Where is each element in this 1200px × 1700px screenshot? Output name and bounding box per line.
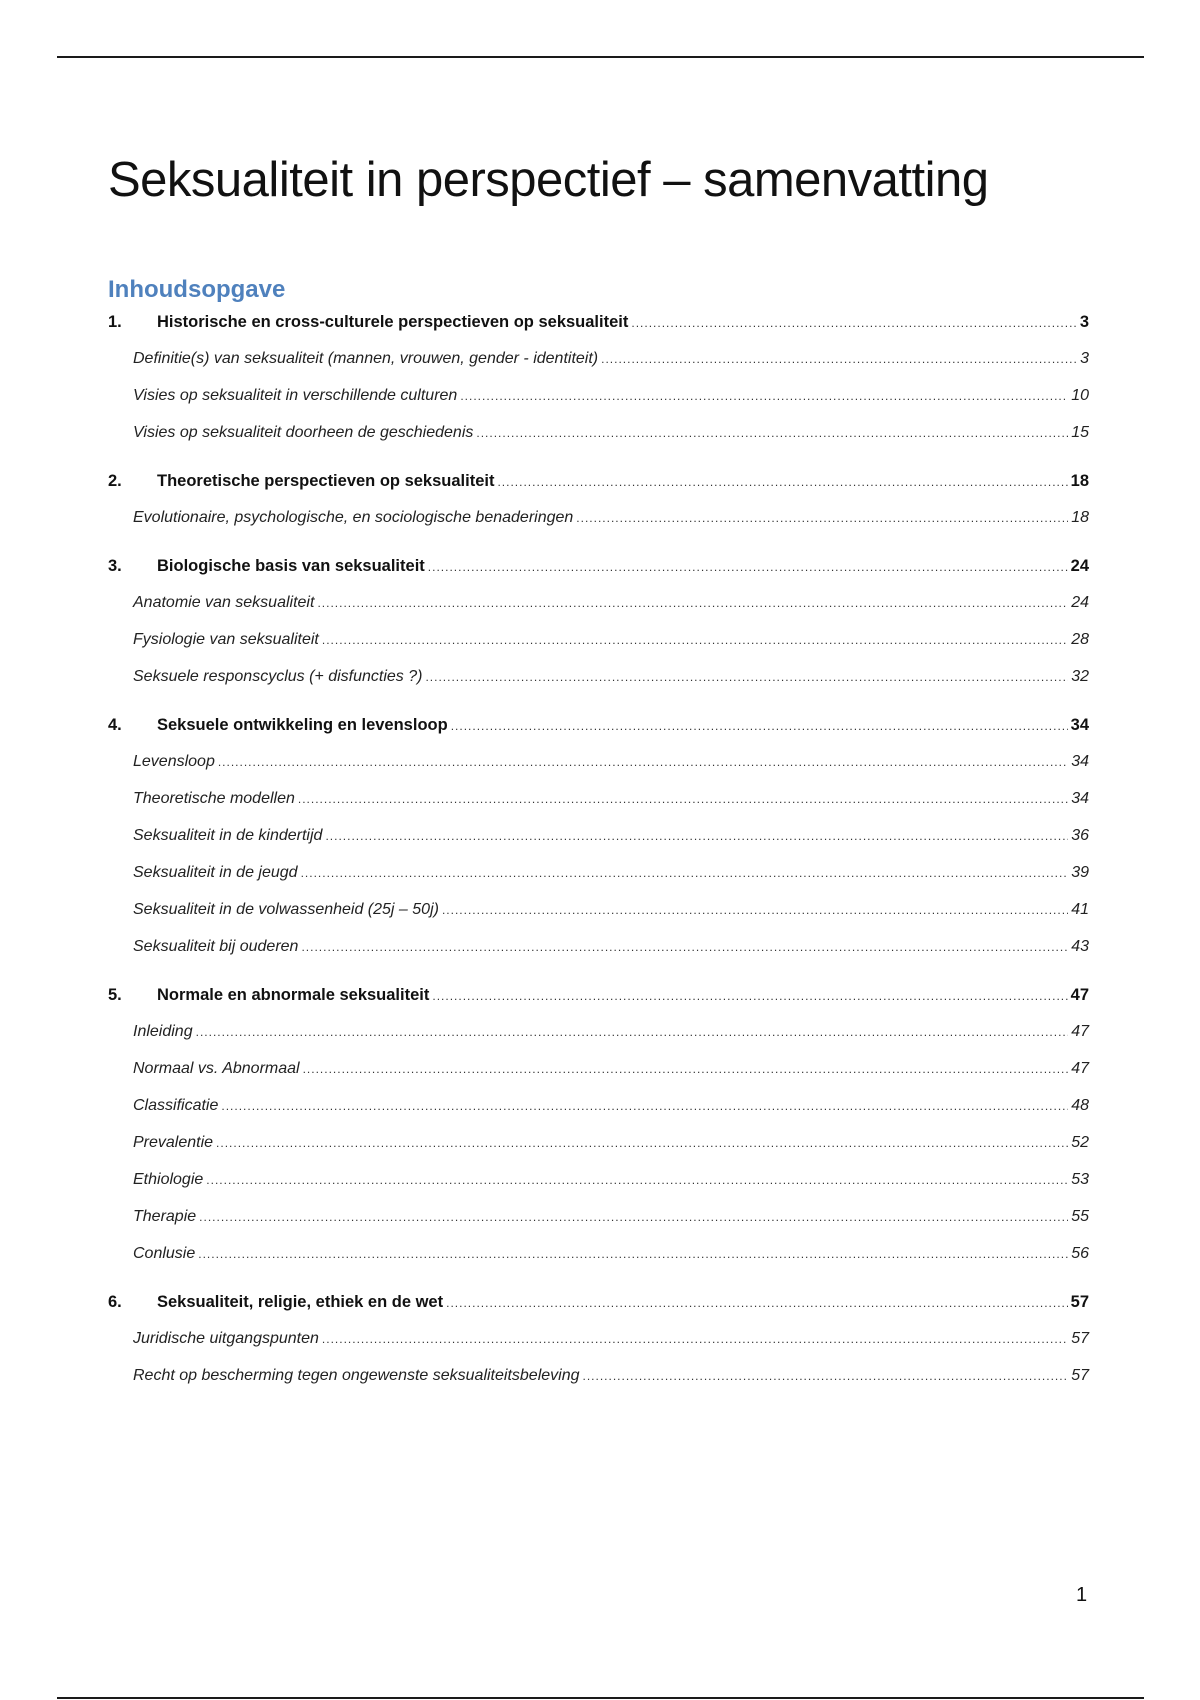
toc-section-title: Seksualiteit in de volwassenheid (25j – 50j)	[133, 901, 439, 918]
toc-dot-leader	[216, 1130, 1068, 1156]
toc-chapter-row[interactable]	[108, 1289, 1089, 1315]
toc-section-row[interactable]	[108, 860, 1089, 886]
toc-section-title: Recht op bescherming tegen ongewenste seksualiteitsbeleving	[133, 1367, 580, 1384]
toc-section-row[interactable]	[108, 383, 1089, 409]
toc-dot-leader	[206, 1167, 1068, 1193]
toc-section-row[interactable]	[108, 505, 1089, 531]
toc-page-number: 34	[1071, 753, 1089, 770]
toc-section-row[interactable]	[108, 420, 1089, 446]
toc-section-row[interactable]	[108, 934, 1089, 960]
toc-chapter-number: 3.	[108, 557, 122, 575]
toc-dot-leader	[497, 469, 1067, 495]
toc-section-title: Theoretische modellen	[133, 790, 295, 807]
toc-page-number: 56	[1071, 1245, 1089, 1262]
toc-section-row[interactable]	[108, 823, 1089, 849]
toc-dot-leader	[198, 1241, 1068, 1267]
toc-section-title: Therapie	[133, 1208, 197, 1225]
toc-chapter-number: 6.	[108, 1293, 122, 1311]
toc-chapter-row[interactable]	[108, 712, 1089, 738]
toc-chapter-row[interactable]	[108, 309, 1089, 335]
toc-dot-leader	[476, 420, 1068, 446]
toc-dot-leader	[298, 786, 1068, 812]
toc-chapter-number: 2.	[108, 472, 122, 490]
toc-chapter-title: Normale en abnormale seksualiteit	[157, 986, 430, 1004]
toc-page-number: 48	[1071, 1097, 1089, 1114]
toc-chapter-title: Theoretische perspectieven op seksualiteit	[157, 472, 495, 490]
toc-section-row[interactable]	[108, 627, 1089, 653]
toc-dot-leader	[446, 1290, 1068, 1316]
toc-page-number: 28	[1071, 631, 1089, 648]
toc-dot-leader	[221, 1093, 1068, 1119]
toc-section-title: Ethiologie	[133, 1171, 204, 1188]
toc-dot-leader	[432, 983, 1067, 1009]
toc-dot-leader	[317, 590, 1068, 616]
toc-dot-leader	[460, 383, 1068, 409]
toc-section-row[interactable]	[108, 1326, 1089, 1352]
toc-section-row[interactable]	[108, 664, 1089, 690]
toc-page-number: 53	[1071, 1171, 1089, 1188]
toc-section-row[interactable]	[108, 897, 1089, 923]
toc-section-row[interactable]	[108, 1167, 1089, 1193]
toc-section-title: Visies op seksualiteit doorheen de geschiedenis	[133, 424, 474, 441]
toc-page-number: 57	[1071, 1330, 1089, 1347]
toc-page-number: 18	[1071, 509, 1089, 526]
toc-page-number: 55	[1071, 1208, 1089, 1225]
toc-page-number: 24	[1070, 557, 1089, 575]
toc-page-number: 47	[1070, 986, 1089, 1004]
header-rule	[57, 56, 1144, 58]
document-title: Seksualiteit in perspectief – samenvatting	[108, 153, 989, 207]
toc-chapter-row[interactable]	[108, 468, 1089, 494]
toc-dot-leader	[583, 1363, 1069, 1389]
toc-page-number: 24	[1071, 594, 1089, 611]
toc-chapter-title: Biologische basis van seksualiteit	[157, 557, 425, 575]
toc-page-number: 47	[1071, 1060, 1089, 1077]
toc-chapter-title: Historische en cross-culturele perspectieven op seksualiteit	[157, 313, 629, 331]
toc-section-title: Levensloop	[133, 753, 215, 770]
toc-section-title: Definitie(s) van seksualiteit (mannen, vrouwen, gender - identiteit)	[133, 350, 599, 367]
toc-section-row[interactable]	[108, 590, 1089, 616]
toc-section-row[interactable]	[108, 786, 1089, 812]
toc-page-number: 57	[1070, 1293, 1089, 1311]
toc-section-title: Seksualiteit in de kindertijd	[133, 827, 323, 844]
toc-section-row[interactable]	[108, 749, 1089, 775]
toc-section-title: Seksualiteit in de jeugd	[133, 864, 298, 881]
toc-page-number: 3	[1079, 313, 1089, 331]
toc-page-number: 41	[1071, 901, 1089, 918]
toc-dot-leader	[322, 1326, 1068, 1352]
footer-rule	[57, 1697, 1144, 1699]
toc-section-title: Inleiding	[133, 1023, 193, 1040]
toc-section-title: Classificatie	[133, 1097, 219, 1114]
toc-dot-leader	[199, 1204, 1068, 1230]
page-number: 1	[1076, 1584, 1088, 1606]
toc-page-number: 32	[1071, 668, 1089, 685]
toc-section-row[interactable]	[108, 1093, 1089, 1119]
toc-section-row[interactable]	[108, 1204, 1089, 1230]
toc-page-number: 34	[1071, 790, 1089, 807]
toc-chapter-title: Seksualiteit, religie, ethiek en de wet	[157, 1293, 444, 1311]
toc-heading: Inhoudsopgave	[108, 276, 286, 303]
toc-chapter-row[interactable]	[108, 553, 1089, 579]
toc-section-title: Juridische uitgangspunten	[133, 1330, 319, 1347]
toc-page-number: 39	[1071, 864, 1089, 881]
toc-section-title: Conlusie	[133, 1245, 196, 1262]
toc-chapter-title: Seksuele ontwikkeling en levensloop	[157, 716, 448, 734]
toc-page-number: 36	[1071, 827, 1089, 844]
toc-chapter-number: 1.	[108, 313, 122, 331]
toc-section-title: Normaal vs. Abnormaal	[133, 1060, 300, 1077]
toc-section-title: Seksualiteit bij ouderen	[133, 938, 299, 955]
toc-section-title: Seksuele responscyclus (+ disfuncties ?)	[133, 668, 423, 685]
toc-dot-leader	[303, 1056, 1069, 1082]
toc-dot-leader	[218, 749, 1068, 775]
toc-dot-leader	[425, 664, 1068, 690]
toc-section-row[interactable]	[108, 1019, 1089, 1045]
toc-dot-leader	[601, 346, 1077, 372]
toc-dot-leader	[576, 505, 1068, 531]
toc-dot-leader	[301, 934, 1068, 960]
toc-dot-leader	[442, 897, 1068, 923]
toc-page-number: 47	[1071, 1023, 1089, 1040]
toc-dot-leader	[631, 310, 1076, 336]
toc-section-row[interactable]	[108, 1056, 1089, 1082]
toc-dot-leader	[451, 713, 1068, 739]
toc-chapter-row[interactable]	[108, 982, 1089, 1008]
toc-page-number: 3	[1080, 350, 1089, 367]
toc-section-title: Prevalentie	[133, 1134, 214, 1151]
toc-page-number: 10	[1071, 387, 1089, 404]
toc-page-number: 15	[1071, 424, 1089, 441]
toc-section-row[interactable]	[108, 346, 1089, 372]
toc-page-number: 18	[1070, 472, 1089, 490]
toc-page-number: 34	[1070, 716, 1089, 734]
toc-section-row[interactable]	[108, 1241, 1089, 1267]
toc-dot-leader	[301, 860, 1069, 886]
toc-dot-leader	[428, 554, 1068, 580]
toc-section-title: Evolutionaire, psychologische, en sociologische benaderingen	[133, 509, 574, 526]
toc-dot-leader	[325, 823, 1068, 849]
toc-section-row[interactable]	[108, 1130, 1089, 1156]
toc-dot-leader	[196, 1019, 1069, 1045]
toc-page-number: 57	[1071, 1367, 1089, 1384]
toc-section-title: Visies op seksualiteit in verschillende culturen	[133, 387, 458, 404]
toc-page-number: 43	[1071, 938, 1089, 955]
toc-section-title: Anatomie van seksualiteit	[133, 594, 315, 611]
toc-page-number: 52	[1071, 1134, 1089, 1151]
toc-chapter-number: 4.	[108, 716, 122, 734]
toc-chapter-number: 5.	[108, 986, 122, 1004]
toc-section-row[interactable]	[108, 1363, 1089, 1389]
toc-section-title: Fysiologie van seksualiteit	[133, 631, 319, 648]
toc-dot-leader	[322, 627, 1068, 653]
